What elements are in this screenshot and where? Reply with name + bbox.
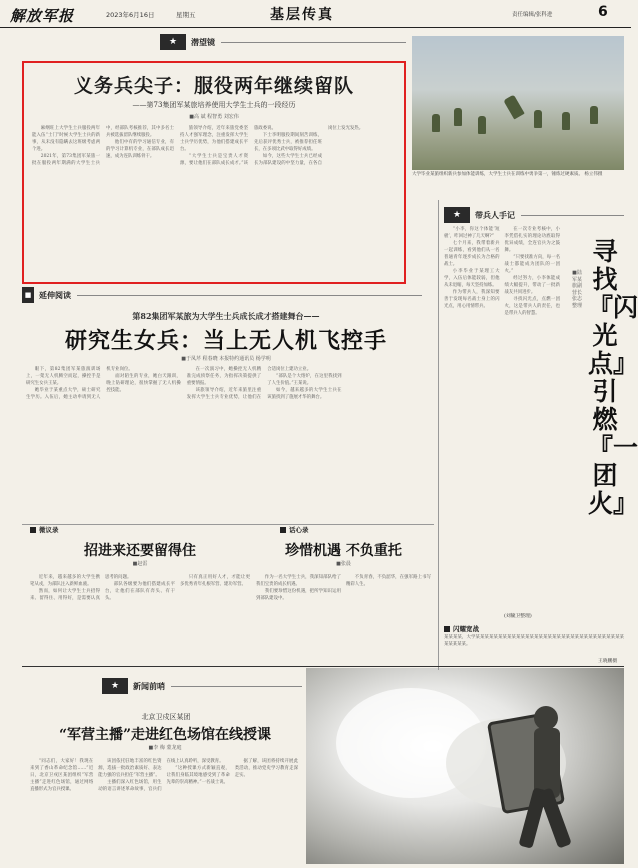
- article-body: [30, 758, 298, 864]
- paragraph: 该团依托驻地丰富的红色资源，选拔一批政治素质好、表达能力强的官兵担任“军营主播”。: [98, 759, 162, 778]
- column-banner-title: 潜望镜: [191, 36, 215, 47]
- commander-banner: [444, 207, 624, 223]
- paragraph: 他们中有的学习通信专业，有的学习计算机专业，在部队成长迅速，成为连队训练骨干。: [106, 140, 174, 159]
- paragraph: 只有真正用好人才，才能让更多优秀青年扎根军营、建功军营。: [180, 575, 250, 587]
- square-icon: [444, 626, 450, 632]
- paragraph: 七个月来，我带着新兵一起训练，看到他们从一名普通青年逐步成长为合格的战士。: [444, 241, 500, 267]
- paragraph: 主播们深入红色场馆，用生动的语言讲述革命故事，官兵们在线上认真聆听，深受教育。: [98, 759, 224, 792]
- comment-tag: [30, 525, 59, 534]
- masthead: [0, 0, 631, 28]
- article-byline: ■于凤芹 程春晓 本报特约通讯员 杨学明: [181, 356, 271, 362]
- page-number: 6: [598, 4, 608, 20]
- paragraph: 近年来，越来越多的大学生携笔从戎，为部队注入新鲜血液。: [30, 575, 100, 587]
- article-headline[interactable]: 研究生女兵：当上无人机飞控手: [64, 328, 387, 354]
- paragraph: “同志们，大家好！我现在来到了香山革命纪念馆……”近日，北京卫戍区某团组织“军营主播”走进红色场馆，通过网络直播形式为官兵授课。: [30, 759, 94, 792]
- comment-tag-label: 微议录: [39, 526, 59, 534]
- vertical-byline: ■陆军某旅副营长 张志 整理: [572, 270, 583, 309]
- soldier-with-shield: [456, 688, 586, 864]
- top-article[interactable]: [22, 61, 406, 284]
- column-banner-title: 带兵人手记: [475, 209, 515, 220]
- star-icon: ★: [102, 678, 128, 694]
- commander-author: (刘毓卫整理): [504, 614, 532, 619]
- flash-tag: [444, 624, 479, 633]
- paragraph: 下士李明服役期间刻苦训练，先后获评优秀士兵，被推荐担任班长，在多项比武中取得好成绩。: [254, 133, 322, 152]
- flash-body: 某某某某，大学某某某某某某某某某某某某某某某某某某某某某某某某某某某某某某某某某某某某某某。: [444, 635, 624, 647]
- paragraph: 作为一名大学生士兵，我深知部队给了我们宝贵的成长机遇。: [256, 575, 341, 587]
- comment-tag-label: 话心录: [289, 526, 309, 534]
- divider: [521, 215, 624, 216]
- divider: [221, 42, 406, 43]
- article-kicker: 第82集团军某旅为大学生士兵成长成才搭建舞台——: [132, 311, 320, 321]
- comment-tag: [280, 525, 309, 534]
- paragraph: 该旅领导介绍，近年来旅里注重发挥大学生士兵专业优势，让他们在合适岗位上建功立业。: [186, 367, 312, 400]
- paragraph: 2021年，第73集团军某旅一批在服役两年期满的大学生士兵中，经部队考核推荐，其中多名士兵被选拔留队继续服役。: [32, 126, 174, 166]
- divider: [22, 666, 624, 667]
- comment-headline[interactable]: 招进来还要留得住: [84, 543, 196, 559]
- commander-body: [444, 226, 560, 618]
- divider: [77, 295, 422, 296]
- article-byline: ■高 斌 程智勇 刘宏伟: [189, 114, 239, 120]
- paragraph: 部队各级要为他们搭建成长平台，让他们在部队有奔头、有干头。: [105, 582, 175, 601]
- soldier-figure: [562, 112, 570, 130]
- photo-caption: 大学毕业某旅组织新兵参加体能训练，大学生士兵在训练中勇争第一，锤炼过硬素质。 杨立伟摄: [412, 172, 603, 177]
- square-icon: ■: [22, 287, 34, 303]
- article-headline[interactable]: “军营主播”走进红色场馆在线授课: [58, 727, 272, 743]
- paragraph: “这种授课方式新颖直观，让我们身临其境地感受到了革命先辈的崇高精神。”一名战士说。: [166, 766, 230, 785]
- paragraph: 麻纲旺上大学生士兵服役两年能入伍“士门”时候大学生士兵的新事，从未没有隐瞒去这班级考虑两个进。: [32, 126, 100, 152]
- divider: [22, 524, 434, 525]
- article-body: [32, 125, 396, 280]
- comment-headline[interactable]: 珍惜机遇 不负重托: [285, 543, 402, 559]
- paragraph: “大学生士兵是宝贵人才资源，要让他们在部队成长成才。”该旅政委说。: [180, 126, 276, 166]
- paragraph: “小李，你这个体能‘短板’，咋回过神了几天啊?”: [444, 227, 500, 239]
- article-byline: ■李 梅 蒙龙庭: [148, 745, 182, 751]
- paragraph: 眼下，第82集团军某旅演训场上，一架无人机腾空而起，操控手是研究生女兵王某。: [26, 367, 101, 386]
- issue-date: 2023年6月16日: [106, 11, 155, 19]
- issue-weekday: 星期五: [176, 11, 196, 19]
- paragraph: 据了解，该团将持续开展此类活动，推动党史学习教育走深走实。: [234, 759, 298, 778]
- flash-tag-label: 闪耀宽战: [453, 625, 479, 633]
- paragraph: 在一次专业考核中，小李凭借扎实的理论功底取得优异成绩，全连官兵为之鼓舞。: [504, 227, 560, 253]
- soldier-figure: [432, 114, 440, 132]
- article-body: [26, 366, 422, 524]
- divider: [438, 200, 439, 670]
- news-banner: [102, 678, 302, 694]
- paragraph: 小李毕业于某理工大学，入伍后体能较弱，但他从未退缩，每天坚持加练。: [444, 269, 500, 288]
- column-banner-title: 延伸阅读: [39, 289, 71, 300]
- soldier-figure: [454, 108, 462, 126]
- paragraph: 不负青春，不负韶华，在强军路上书写精彩人生。: [346, 575, 431, 587]
- section-title: 基层传真: [270, 7, 334, 23]
- column-banner-top: [160, 34, 406, 50]
- paragraph: 她毕业于某重点大学，硕士研究生学历。入伍后，她主动申请到无人机专业岗位。: [26, 367, 133, 400]
- paragraph: 如今，越来越多的大学生士兵在该旅找到了施展才华的舞台。: [267, 388, 342, 400]
- paragraph: 我们要珍惜这份机遇，把所学知识运用到部队建设中。: [256, 589, 341, 601]
- training-photo: [412, 36, 624, 170]
- combat-photo: [306, 668, 624, 864]
- article-headline: 义务兵尖子：服役两年继续留队: [73, 75, 354, 97]
- square-icon: [280, 527, 286, 533]
- square-icon: [30, 527, 36, 533]
- vertical-headline: 寻找『闪光点』 引燃『一团火』: [588, 237, 638, 518]
- flash-author: 王晓鹏摄: [598, 659, 618, 664]
- paragraph: 面对陌生的专业，她白天跟训，晚上钻研理论，很快掌握了无人机操控技能。: [106, 374, 181, 393]
- paragraph: 寻找闪光点，点燃一团火，这是带兵人的责任，也是带兵人的智慧。: [504, 297, 560, 316]
- paragraph: 在一次演习中，她操控无人机精准完成侦察任务，为指挥决策提供了重要情报。: [186, 367, 262, 386]
- article-kicker: 北京卫戍区某团: [141, 713, 191, 721]
- soldier-figure: [478, 116, 486, 134]
- comment-body: [30, 574, 250, 662]
- newspaper-logo: 解放军报: [10, 7, 75, 25]
- star-icon: ★: [160, 34, 186, 50]
- editor-credit: 责任编辑/张科进: [512, 12, 553, 18]
- paragraph: “部队是个大熔炉，在这里我找到了人生价值。”王某说。: [267, 374, 342, 386]
- divider: [171, 686, 302, 687]
- column-banner-title: 新闻前哨: [133, 680, 165, 691]
- comment-author: ■张晨: [336, 561, 351, 567]
- paragraph: 经过努力，小李体能成绩大幅提升，带动了一批新战友共同进步。: [504, 276, 560, 295]
- soldier-figure: [503, 94, 524, 119]
- paragraph: 如今，这些大学生士兵已经成长为部队建设的中坚力量，在各自岗位上发光发热。: [254, 126, 364, 166]
- comment-author: ■赵雷: [132, 561, 148, 567]
- article-subhead: ——第73集团军某旅培养使用大学生士兵的一段经历: [132, 101, 296, 109]
- middle-banner: [22, 287, 422, 303]
- star-icon: ★: [444, 207, 470, 223]
- paragraph: 作为带兵人，我深知要善于发现每名战士身上的闪光点，用心用情带兵。: [444, 290, 500, 309]
- comment-body: [256, 574, 431, 662]
- soldier-figure: [534, 110, 542, 128]
- paragraph: 然而，如何让大学生士兵招得来、留得住、用得好，是需要认真思考的问题。: [30, 575, 132, 601]
- paragraph: “只要找准方向，每一名战士都能成为团队的一团火。”: [504, 255, 560, 274]
- paragraph: 旅领导介绍，近年来旅党委坚持人才强军理念，注重发挥大学生士兵学历优势，为他们搭建成长平台。: [180, 126, 248, 152]
- soldier-figure: [590, 106, 598, 124]
